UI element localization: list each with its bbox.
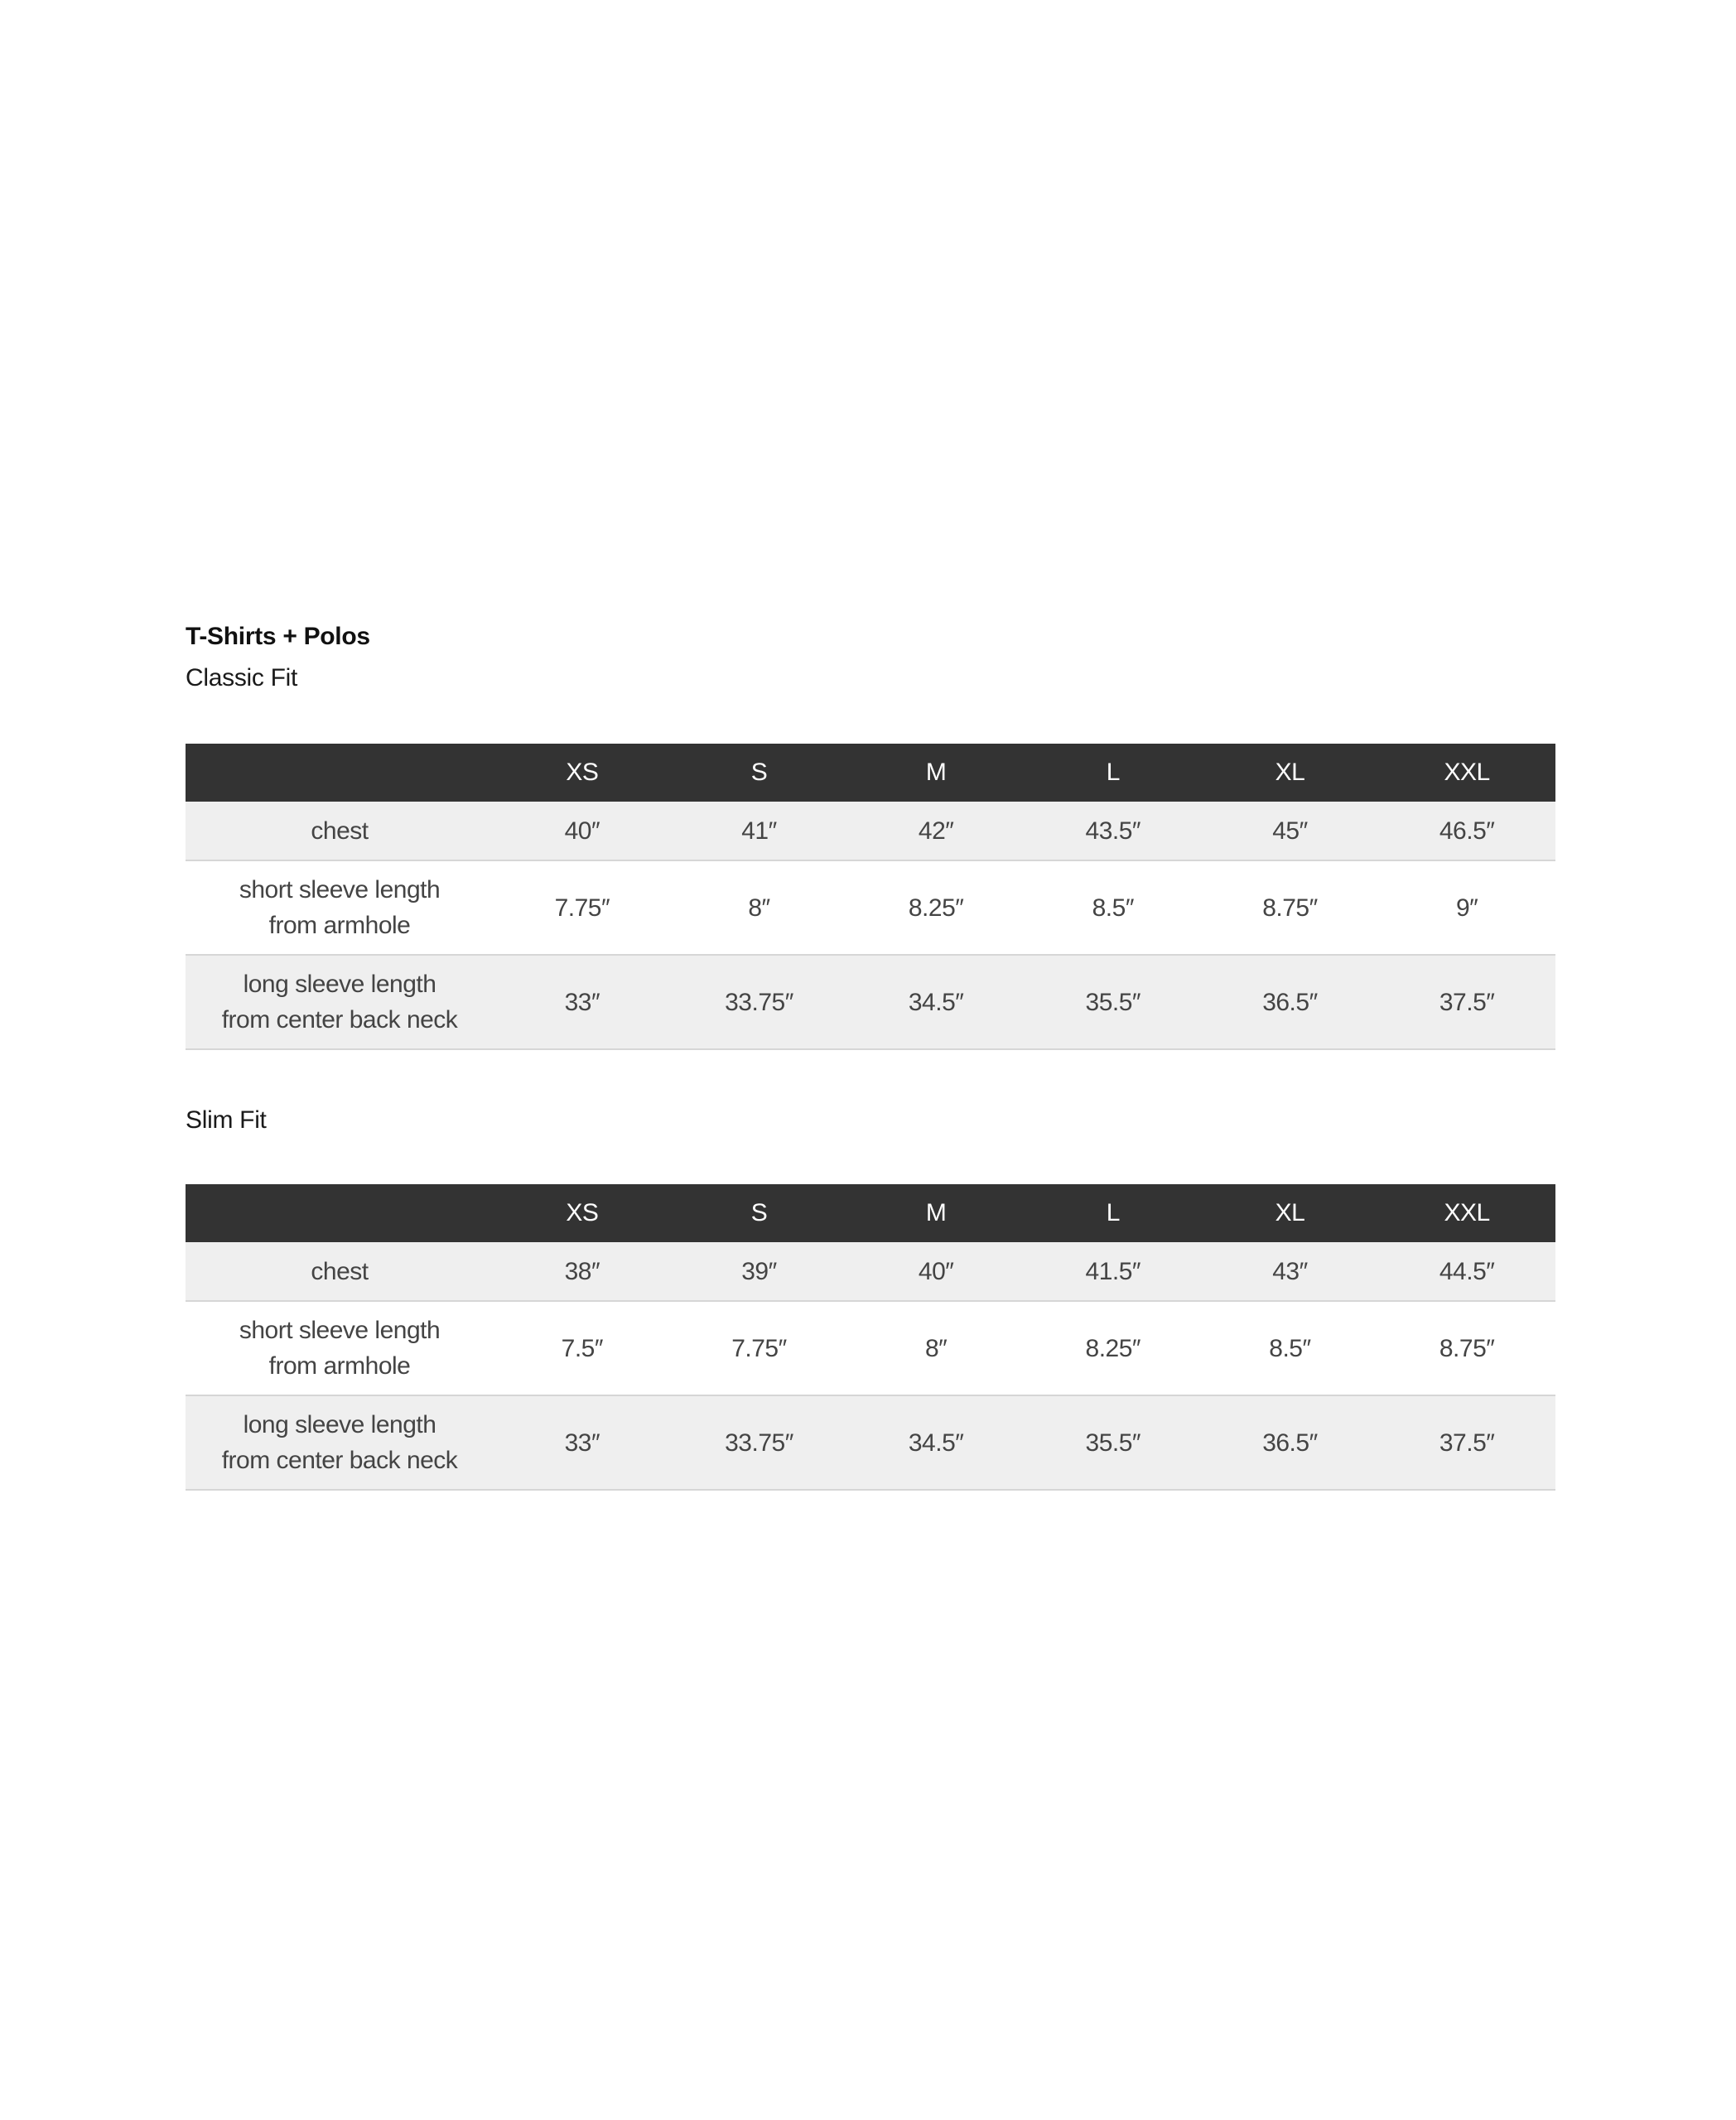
size-header: XS [494, 1184, 671, 1242]
size-header: XL [1202, 744, 1379, 802]
row-label [186, 1301, 494, 1395]
size-header: S [671, 744, 848, 802]
table-cell: 8.5″ [1025, 860, 1202, 955]
table-row [186, 802, 1555, 860]
table-header-row [186, 744, 1555, 802]
table-cell: 46.5″ [1378, 802, 1555, 860]
row-label-line: long sleeve length [243, 971, 436, 998]
fit-title-slim: Slim Fit [186, 1106, 267, 1134]
table-cell: 7.75″ [494, 860, 671, 955]
row-label-line: from center back neck [221, 1447, 458, 1474]
table-cell: 45″ [1202, 802, 1379, 860]
size-guide [186, 619, 1555, 1491]
table-cell: 8.75″ [1378, 1301, 1555, 1395]
row-label-line: chest [311, 1257, 369, 1285]
table-cell: 38″ [494, 1242, 671, 1301]
table-cell: 44.5″ [1378, 1242, 1555, 1301]
row-label [186, 860, 494, 955]
row-label-line: from center back neck [221, 1006, 458, 1034]
table-cell: 40″ [847, 1242, 1025, 1301]
table-header-row [186, 1184, 1555, 1242]
size-header: XS [494, 744, 671, 802]
table-cell: 42″ [847, 802, 1025, 860]
table-row [186, 1395, 1555, 1490]
size-header: L [1025, 1184, 1202, 1242]
row-label-line: short sleeve length [239, 1317, 441, 1344]
table-cell: 37.5″ [1378, 955, 1555, 1049]
table-cell: 7.75″ [671, 1301, 848, 1395]
size-header: S [671, 1184, 848, 1242]
size-header: M [847, 744, 1025, 802]
table-cell: 8.5″ [1202, 1301, 1379, 1395]
table-row [186, 955, 1555, 1049]
table-cell: 36.5″ [1202, 955, 1379, 1049]
table-cell: 33″ [494, 955, 671, 1049]
table-cell: 8.25″ [847, 860, 1025, 955]
table-cell: 8.25″ [1025, 1301, 1202, 1395]
row-label [186, 1242, 494, 1301]
header-blank-cell [186, 744, 494, 802]
row-label-line: long sleeve length [243, 1411, 436, 1438]
table-cell: 8.75″ [1202, 860, 1379, 955]
table-cell: 35.5″ [1025, 955, 1202, 1049]
table-cell: 8″ [847, 1301, 1025, 1395]
size-table-slim [186, 1184, 1555, 1491]
table-cell: 40″ [494, 802, 671, 860]
size-header: M [847, 1184, 1025, 1242]
size-header: L [1025, 744, 1202, 802]
size-header: XL [1202, 1184, 1379, 1242]
table-cell: 41″ [671, 802, 848, 860]
table-cell: 33.75″ [671, 955, 848, 1049]
row-label [186, 1395, 494, 1490]
row-label [186, 955, 494, 1049]
row-label-line: short sleeve length [239, 876, 441, 903]
table-cell: 43.5″ [1025, 802, 1202, 860]
header-blank-cell [186, 1184, 494, 1242]
table-cell: 33″ [494, 1395, 671, 1490]
table-cell: 41.5″ [1025, 1242, 1202, 1301]
row-label-line: chest [311, 817, 369, 845]
fit-title-classic: Classic Fit [186, 664, 298, 691]
row-label-line: from armhole [268, 912, 411, 939]
table-row [186, 860, 1555, 955]
size-header: XXL [1378, 744, 1555, 802]
table-cell: 8″ [671, 860, 848, 955]
table-row [186, 1242, 1555, 1301]
table-cell: 39″ [671, 1242, 848, 1301]
row-label-line: from armhole [268, 1352, 411, 1380]
category-title: T-Shirts + Polos [186, 623, 370, 650]
table-cell: 36.5″ [1202, 1395, 1379, 1490]
table-cell: 35.5″ [1025, 1395, 1202, 1490]
table-cell: 34.5″ [847, 1395, 1025, 1490]
table-cell: 7.5″ [494, 1301, 671, 1395]
table-cell: 43″ [1202, 1242, 1379, 1301]
table-cell: 37.5″ [1378, 1395, 1555, 1490]
table-cell: 34.5″ [847, 955, 1025, 1049]
table-row [186, 1301, 1555, 1395]
size-table-classic [186, 744, 1555, 1050]
size-header: XXL [1378, 1184, 1555, 1242]
table-cell: 9″ [1378, 860, 1555, 955]
table-cell: 33.75″ [671, 1395, 848, 1490]
row-label [186, 802, 494, 860]
